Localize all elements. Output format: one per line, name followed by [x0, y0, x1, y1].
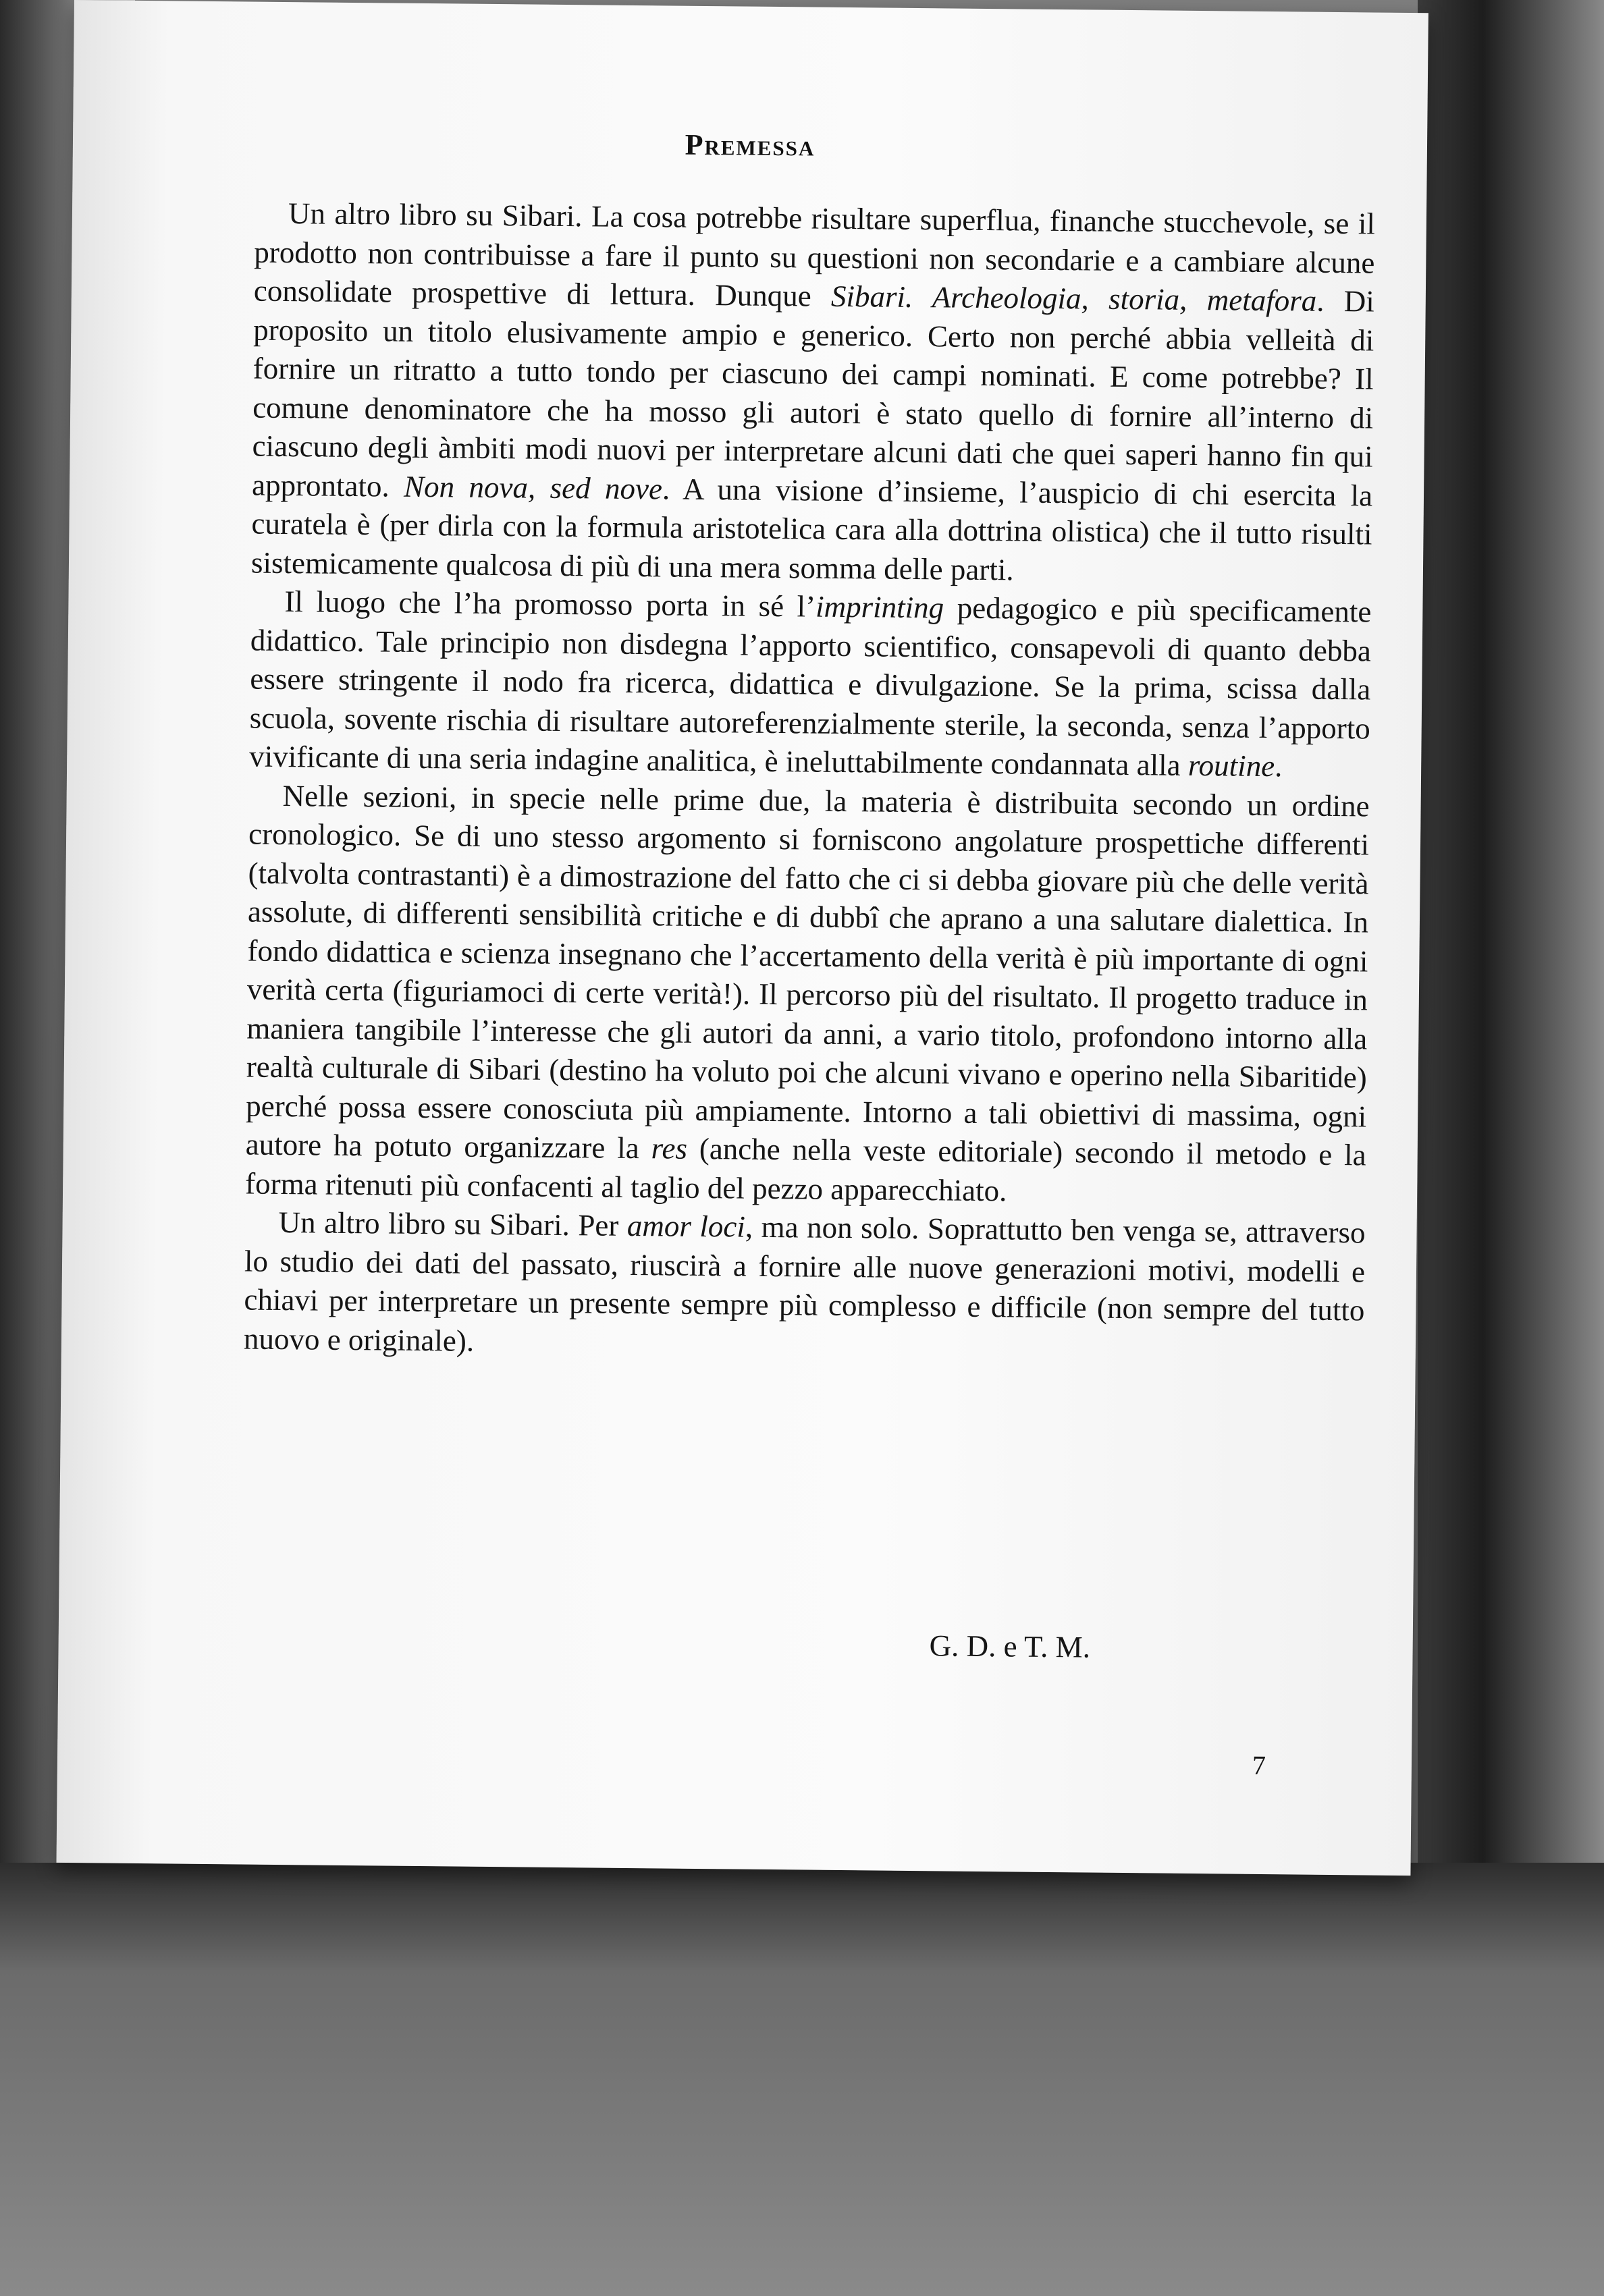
book-page — [57, 0, 1428, 1876]
paragraph — [251, 194, 1375, 593]
signature: G. D. e T. M. — [929, 1629, 1091, 1664]
paragraph — [245, 776, 1370, 1213]
paragraph-text: Il luogo che l’ha promosso porta in sé l’ — [284, 584, 816, 624]
paragraph — [249, 582, 1372, 787]
page-title-text: Premessa — [685, 128, 816, 163]
paragraph-text: . — [1274, 749, 1283, 784]
page-number: 7 — [1252, 1749, 1266, 1781]
background-surface — [0, 1863, 1604, 2296]
italic-text: amor loci — [626, 1208, 746, 1244]
paragraph-text: . Di proposito un titolo elusivamente ampio e generico. Certo non perché abbia velleità di fornire un ritratto a tutto tondo per ciascuno dei campi nominati. E come potrebbe? Il comune denominatore che ha mosso gli autori è stato quello di fornire all’interno di ciascuno degli àmbiti modi nuovi per interpretare alcuni dati che quei saperi hanno fin qui approntato. — [251, 283, 1375, 503]
italic-text: routine — [1187, 748, 1275, 784]
page-title — [73, 121, 1427, 169]
italic-text: imprinting — [815, 589, 944, 625]
paragraph-text: , ma non solo. Soprattutto ben venga se, attraverso lo studio dei dati del passato, riuscirà a fornire alle nuove generazioni motivi, modelli e chiavi per interpretare un presente sempre più complesso e difficile (non sempre del tutto nuovo e originale). — [243, 1209, 1366, 1358]
paragraph-text: pedagogico e più specificamente didattico. Tale principio non disdegna l’apporto scientifico, consapevoli di quanto debba essere stringente il nodo fra ricerca, didattica e divulgazione. Se la prima, scissa dalla scuola, sovente rischia di risultare autoreferenzialmente sterile, la seconda, senza l’apporto vivificante di una seria indagine analitica, è ineluttabilmente condannata alla — [249, 591, 1372, 782]
body-text — [244, 194, 1375, 1369]
italic-text: Sibari. Archeologia, storia, metafora — [830, 279, 1317, 318]
paragraph-text: Nelle sezioni, in specie nelle prime due, la materia è distribuita secondo un ordine cronologico. Se di uno stesso argomento si forniscono angolature prospettiche differenti (talvolta contrastanti) è a dimostrazione del fatto che ci si debba giovare più che delle verità assolute, di differenti sensibilità critiche e di dubbî che aprano a una salutare dialettica. In fondo didattica e scienza insegnano che l’accertamento della verità è più importante di ogni verità certa (figuriamoci di certe verità!). Il percorso più del risultato. Il progetto traduce in maniera tangibile l’interesse che gli autori da anni, a vario titolo, profondono intorno alla realtà culturale di Sibari (destino ha voluto poi che alcuni vivano e operino nella Sibaritide) perché possa essere conosciuta più ampiamente. Intorno a tali obiettivi di massima, ogni autore ha potuto organizzare la — [245, 778, 1370, 1166]
italic-text: Non nova, sed nove — [403, 469, 663, 505]
paragraph-text: . A una visione d’insieme, l’auspicio di chi esercita la curatela è (per dirla con la formula aristotelica cara alla dottrina olistica) che il tutto risulti sistemicamente qualcosa di più di una mera somma delle parti. — [250, 471, 1373, 586]
paragraph — [244, 1203, 1366, 1369]
paragraph-text: Un altro libro su Sibari. La cosa potrebbe risultare superflua, finanche stucchevole, se il prodotto non contribuisse a fare il punto su questioni non secondarie e a cambiare alcune consolidate prospettive di lettura. Dunque — [253, 196, 1376, 313]
italic-text: res — [651, 1131, 688, 1166]
page-edge-shadow — [1418, 0, 1604, 1917]
paragraph-text: Un altro libro su Sibari. Per — [278, 1205, 628, 1242]
paragraph-text: (anche nella veste editoriale) secondo il metodo e la forma ritenuti più confacenti al taglio del pezzo apparecchiato. — [244, 1131, 1366, 1207]
